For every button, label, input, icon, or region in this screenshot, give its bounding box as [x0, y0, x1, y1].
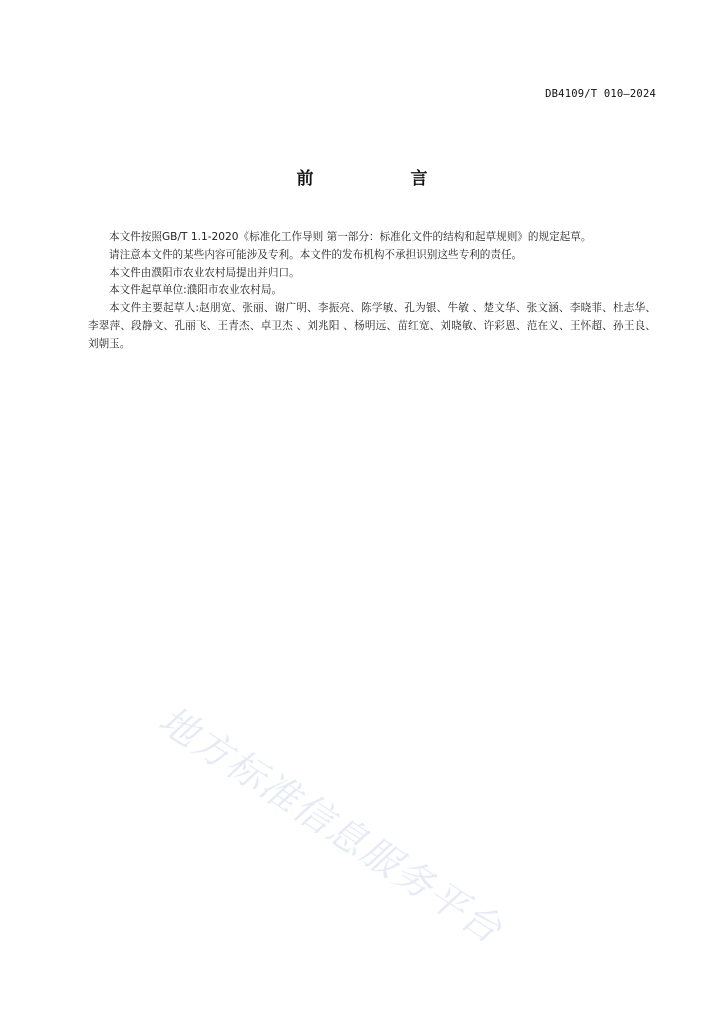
foreword-body: [88, 229, 656, 354]
watermark: 地方标准信息服务平台: [151, 697, 511, 953]
paragraph-drafting-rules: 本文件按照GB/T 1.1-2020《标准化工作导则 第一部分：标准化文件的结构和起草规则》的规定起草。: [109, 231, 592, 243]
paragraph-drafters: 本文件主要起草人:赵朋宽、张丽、谢广明、李振亮、陈学敏、孔为银、牛敏 、楚文华、张文涵、李晓菲、杜志华、李翠萍、段静文、孔丽飞、王青杰、卓卫杰 、刘兆阳 、杨明远、苗红宽、刘晓敏、许彩恩、范在义、王怀超、孙王良、刘朝玉。: [88, 302, 656, 350]
page-title: 前 言: [296, 169, 468, 189]
paragraph-patent-notice: 请注意本文件的某些内容可能涉及专利。本文件的发布机构不承担识别这些专利的责任。: [109, 248, 523, 261]
paragraph-proposer: 本文件由濮阳市农业农村局提出并归口。: [109, 266, 300, 279]
document-code: DB4109/T 010—2024: [545, 88, 656, 100]
paragraph-drafting-unit: 本文件起草单位:濮阳市农业农村局。: [109, 284, 283, 297]
